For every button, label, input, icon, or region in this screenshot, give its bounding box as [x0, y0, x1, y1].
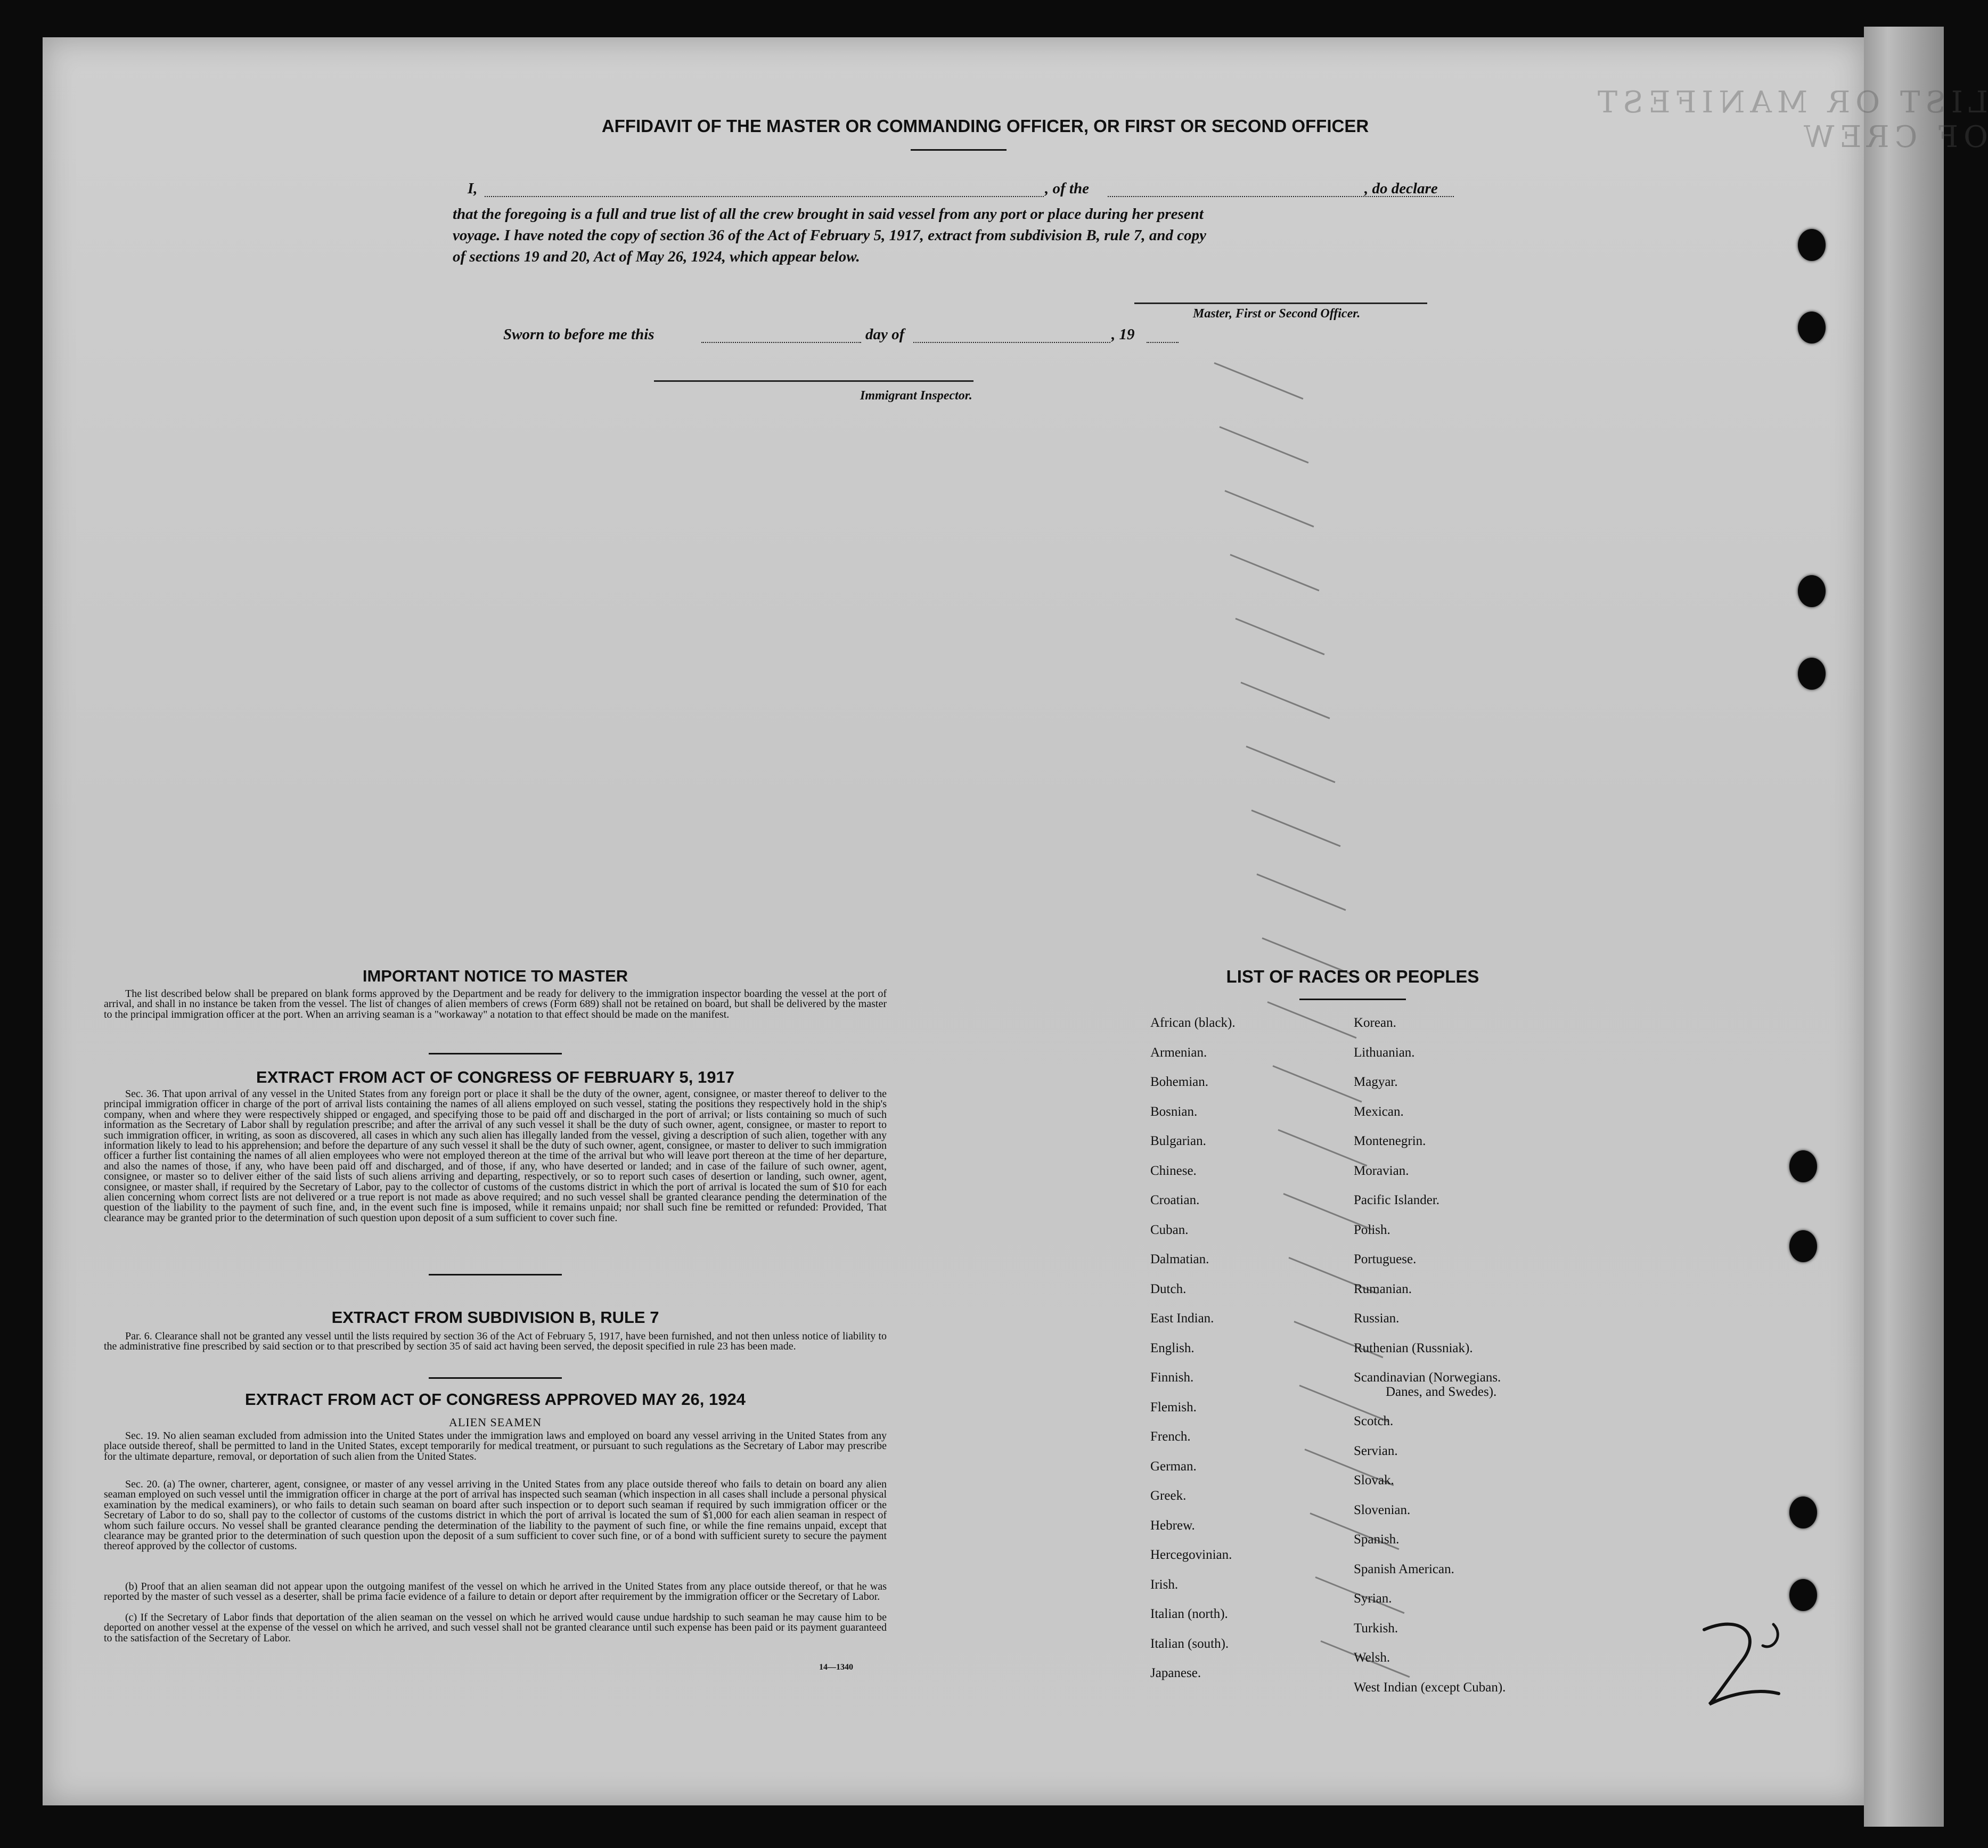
inspector-signature-line[interactable]	[654, 380, 973, 382]
races-title: LIST OF RACES OR PEOPLES	[1226, 967, 1479, 986]
race-item: Mexican.	[1354, 1104, 1404, 1119]
extract-1917-text: Sec. 36. That upon arrival of any vessel in the United States from any foreign port or place it shall be the duty of the owner, agent, consignee, or master thereof to deliver to the principal immigration officer in charge of the port of arrival lists containing the names of all aliens employed on such vessel, stating the positions they respectively hold in the ship's company, when and where they were respectively shipped or engaged, and specifying those to be paid off and discharged in the port of arrival; or lists containing so much of such information as the Secretary of Labor shall by regulation prescribe; and after the arrival of any such vessel it shall be the duty of such owner, agent, consignee, or master to report to such immigration officer, in writing, as soon as discovered, all cases in which any such alien has illegally landed from the vessel, giving a description of such alien, together with any information likely to lead to his apprehension; and before the departure of any such vessel it shall be the duty of such owner, agent, consignee, or master to deliver to such immigration officer a further list containing the names of all alien employees who were not employed thereon at the time of the arrival but who will leave port thereon at the time of her departure, and also the names of those, if any, who have been paid off and discharged, and of those, if any, who have deserted or landed; and in case of the failure of such owner, agent, consignee, or master so to deliver either of the said lists of such aliens arriving and departing, respectively, or so to report such cases of desertion or landing, such owner, agent, consignee, or master shall, if required by the Secretary of Labor, pay to the collector of customs of the customs district in which the port of arrival is located the sum of $10 for each alien concerning whom correct lists are not delivered or a true report is not made as above required; and no such vessel shall be granted clearance pending the determination of the question of the liability to the payment of such fine, and, in the event such fine is imposed, while it remains unpaid; nor shall such fine be remitted or refunded: Provided, That clearance may be granted prior to the determination of such question upon deposit of a sum sufficient to cover such fine.	[104, 1088, 887, 1224]
race-item: Bohemian.	[1150, 1075, 1209, 1089]
notice-text: The list described below shall be prepared on blank forms approved by the Department and be ready for delivery to the immigration inspector boarding the vessel at the port of arrival, and shall in no instance be taken from the vessel. The list of changes of alien members of crews (Form 689) shall not be retained on board, but shall be delivered by the master to the principal immigration officer at the port. When an arriving seaman is a "workaway" a notation to that effect should be made on the manifest.	[104, 988, 887, 1020]
race-item: Ruthenian (Russniak).	[1354, 1340, 1473, 1355]
affidavit-declare: , do declare	[1364, 180, 1438, 197]
name-blank	[485, 196, 1044, 197]
binder-hole	[1798, 575, 1826, 607]
rule7-text: Par. 6. Clearance shall not be granted any vessel until the lists required by section 36 of the Act of February 5, 1917, have been furnished, and not then unless notice of liability to the administrative fine prescribed by said section or to that prescribed by section 35 of said act having been served, the deposit specified in rule 23 has been made.	[104, 1330, 887, 1353]
race-item: German.	[1150, 1459, 1197, 1474]
race-item: Scandinavian (Norwegians.	[1354, 1370, 1501, 1385]
affidavit-line3: voyage. I have noted the copy of section 36 of the Act of February 5, 1917, extract from subdivision B, rule 7, and copy	[453, 227, 1206, 244]
sworn-day-blank[interactable]	[701, 342, 861, 343]
races-right-column	[1354, 1008, 1506, 1702]
sworn-month-blank[interactable]	[913, 342, 1110, 343]
binder-hole	[1789, 1230, 1817, 1262]
master-label: Master, First or Second Officer.	[1193, 307, 1361, 321]
sec20c-text: (c) If the Secretary of Labor finds that deportation of the alien seaman on the vessel on which he arrived would cause undue hardship to such seaman he may cause him to be deported on another vessel at the expense of the vessel on which he arrived, and such vessel shall not be granted clearance until such expense has been paid or its payment guaranteed to the satisfaction of the Secretary of Labor.	[104, 1612, 887, 1644]
rule7-title: EXTRACT FROM SUBDIVISION B, RULE 7	[331, 1308, 659, 1327]
race-item: Pacific Islander.	[1354, 1193, 1440, 1207]
notice-title: IMPORTANT NOTICE TO MASTER	[362, 967, 628, 985]
sworn-day-of: day of	[865, 326, 905, 343]
affidavit-line1	[453, 180, 1465, 201]
race-item: Servian.	[1354, 1443, 1398, 1458]
race-item: Welsh.	[1354, 1650, 1390, 1665]
bleed-through-text: LIST OR MANIFEST OF CREW	[1592, 85, 1988, 154]
sworn-year-blank[interactable]	[1147, 342, 1179, 343]
race-item: Japanese.	[1150, 1666, 1201, 1680]
race-item: Magyar.	[1354, 1075, 1398, 1089]
alien-seamen-subtitle: ALIEN SEAMEN	[449, 1416, 542, 1429]
races-left-column	[1150, 1008, 1236, 1688]
race-item: Syrian.	[1354, 1591, 1392, 1606]
race-item: Slovenian.	[1354, 1502, 1411, 1517]
race-item: Bosnian.	[1150, 1104, 1198, 1119]
race-item: Flemish.	[1150, 1400, 1197, 1414]
race-item: Irish.	[1150, 1577, 1179, 1592]
sworn-text: Sworn to before me this	[503, 326, 655, 343]
race-item: Portuguese.	[1354, 1252, 1417, 1266]
race-item: Russian.	[1354, 1311, 1400, 1326]
affidavit-line4: of sections 19 and 20, Act of May 26, 1924, which appear below.	[453, 248, 860, 265]
race-item: Korean.	[1354, 1016, 1396, 1030]
binder-hole	[1789, 1150, 1817, 1182]
binder-hole	[1789, 1497, 1817, 1528]
race-item: Bulgarian.	[1150, 1134, 1206, 1148]
binder-hole	[1798, 229, 1826, 261]
races-rule	[1299, 999, 1406, 1000]
race-item: Croatian.	[1150, 1193, 1200, 1207]
race-item: Dutch.	[1150, 1281, 1187, 1296]
page-edge	[1864, 27, 1944, 1827]
affidavit-line2: that the foregoing is a full and true list of all the crew brought in said vessel from any port or place during her present	[453, 206, 1204, 223]
sec19-text: Sec. 19. No alien seaman excluded from admission into the United States under the immigration laws and employed on board any vessel arriving in the United States from any place outside thereof, shall be permitted to land in the United States, except temporarily for medical treatment, or pursuant to such regulations as the Secretary of Labor may prescribe for the ultimate departure, removal, or deportation of such alien from the United States.	[104, 1430, 887, 1462]
race-item: Moravian.	[1354, 1163, 1409, 1178]
binder-hole	[1798, 658, 1826, 690]
extract-1917-title: EXTRACT FROM ACT OF CONGRESS OF FEBRUARY 5, 1917	[256, 1068, 734, 1086]
race-item: Slovak.	[1354, 1473, 1394, 1487]
notice-rule	[429, 1053, 562, 1054]
rule7-rule	[429, 1377, 562, 1379]
race-item: Dalmatian.	[1150, 1252, 1209, 1266]
race-item: English.	[1150, 1340, 1195, 1355]
form-number: 14—1340	[819, 1663, 853, 1672]
affidavit-of-the: , of the	[1045, 180, 1089, 197]
race-item: Lithuanian.	[1354, 1045, 1415, 1060]
race-item: Cuban.	[1150, 1222, 1189, 1237]
race-item: East Indian.	[1150, 1311, 1214, 1326]
race-item: Polish.	[1354, 1222, 1390, 1237]
race-item: Armenian.	[1150, 1045, 1207, 1060]
race-item: Spanish American.	[1354, 1561, 1454, 1576]
extract-1924-title: EXTRACT FROM ACT OF CONGRESS APPROVED MAY 26, 1924	[245, 1390, 746, 1409]
race-item: Scotch.	[1354, 1414, 1394, 1428]
race-item: Finnish.	[1150, 1370, 1194, 1385]
master-signature-line[interactable]	[1134, 302, 1427, 304]
race-item: French.	[1150, 1429, 1191, 1444]
handwritten-page-number	[1694, 1614, 1800, 1720]
binder-hole	[1789, 1579, 1817, 1611]
race-item: Greek.	[1150, 1489, 1187, 1503]
sec20b-text: (b) Proof that an alien seaman did not appear upon the outgoing manifest of the vessel on which he arrived in the United States from any place outside thereof, or that he was reported by the master of such vessel as a deserter, shall be prima facie evidence of a failure to detain or deport after requirement by the immigration officer or the Secretary of Labor.	[104, 1581, 887, 1603]
sworn-line	[503, 326, 1249, 347]
inspector-label: Immigrant Inspector.	[860, 389, 972, 403]
extract-1917-rule	[429, 1274, 562, 1275]
race-item: Turkish.	[1354, 1621, 1398, 1636]
race-item: Chinese.	[1150, 1163, 1197, 1178]
race-item: Italian (south).	[1150, 1636, 1229, 1651]
race-item: Danes, and Swedes).	[1386, 1385, 1497, 1399]
binder-hole	[1798, 312, 1826, 344]
race-item: Spanish.	[1354, 1532, 1400, 1547]
affidavit-title: AFFIDAVIT OF THE MASTER OR COMMANDING OFFICER, OR FIRST OR SECOND OFFICER	[601, 116, 1369, 136]
sworn-year: , 19	[1111, 326, 1135, 343]
race-item: Italian (north).	[1150, 1607, 1228, 1621]
sec20a-text: Sec. 20. (a) The owner, charterer, agent, consignee, or master of any vessel arriving in the United States from any place outside thereof who fails to detain on board any alien seaman employed on such vessel until the immigration officer in charge at the port of arrival has inspected such seaman (which inspection in all cases shall include a personal physical examination by the medical examiners), or who fails to detain such seaman on board after such inspection or to deport such seaman if required by such immigration officer or the Secretary of Labor to do so, shall pay to the collector of customs of the customs district in which the port of arrival is located the sum of $1,000 for each alien seaman in respect of whom such failure occurs. No vessel shall be granted clearance pending the determination of the liability to the payment of such fine, or while the fine remains unpaid, except that clearance may be granted prior to the determination of such question upon the deposit of a sum sufficient to cover such fine, or of a bond with sufficient surety to secure the payment thereof approved by the collector of customs.	[104, 1478, 887, 1552]
race-item: West Indian (except Cuban).	[1354, 1680, 1506, 1695]
race-item: Rumanian.	[1354, 1281, 1412, 1296]
race-item: Hebrew.	[1150, 1518, 1195, 1533]
race-item: Montenegrin.	[1354, 1134, 1426, 1148]
race-item: African (black).	[1150, 1016, 1236, 1030]
affidavit-i: I,	[468, 180, 478, 197]
affidavit-title-rule	[911, 149, 1007, 151]
race-item: Hercegovinian.	[1150, 1548, 1232, 1562]
